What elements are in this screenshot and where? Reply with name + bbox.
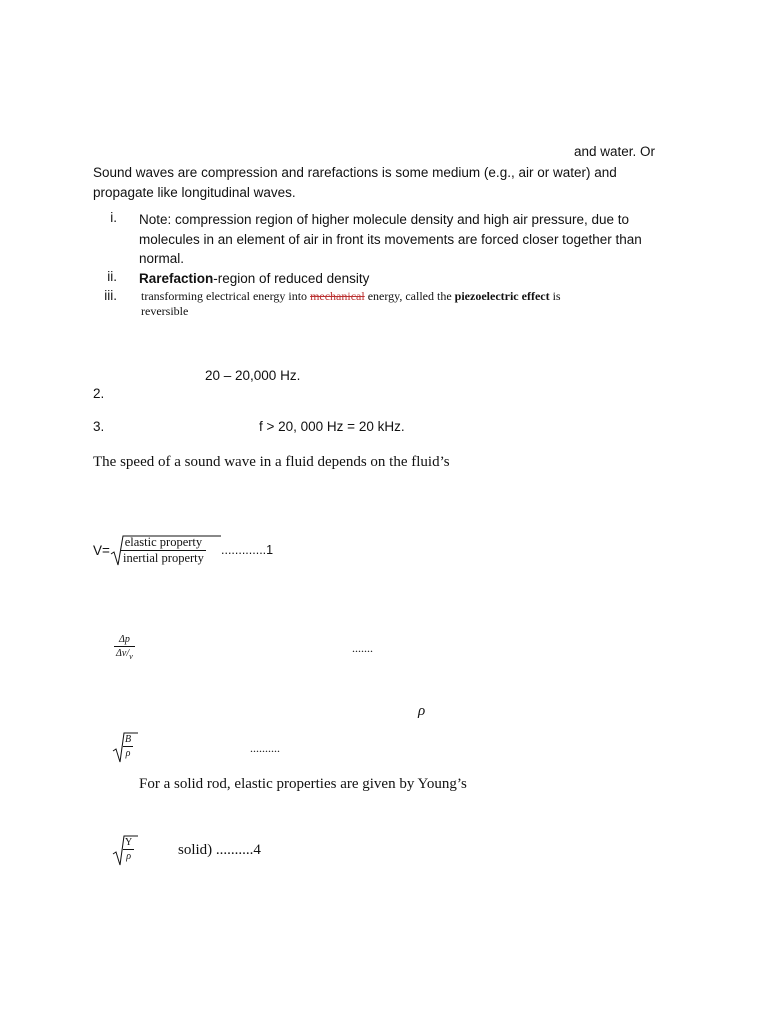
list-text: Note: compression region of higher molecule density and high air pressure, due to molecules in an element of air in front its movements are forced closer together than normal. — [139, 212, 642, 266]
elastic-inertial-fraction — [121, 535, 206, 566]
bulk-modulus-fraction: $\frac{\Delta p}{\Delta v/_v}$ — [116, 634, 133, 661]
intro-paragraph: Sound waves are compression and rarefactions is some medium (e.g., air or water) and propagate like longitudinal waves. — [93, 165, 617, 200]
list-text-line2: reversible — [141, 304, 189, 318]
item-number-2: 2. — [93, 386, 105, 401]
equation-2-dots: ....... — [352, 641, 373, 655]
equation-number: .............1 — [221, 543, 274, 557]
list-item — [93, 210, 673, 270]
solid-sentence: For a solid rod, elastic properties are given by Young’s — [139, 776, 467, 792]
velocity-symbol: V= — [93, 543, 110, 558]
equation-2 — [114, 633, 135, 663]
y-over-rho-fraction — [123, 836, 134, 863]
list-item — [93, 288, 673, 322]
list-number: ii. — [107, 269, 117, 284]
rarefaction-term: Rarefaction — [139, 271, 214, 286]
struck-word: mechanical — [310, 289, 365, 303]
fraction-denominator: inertial property — [123, 551, 204, 565]
rho-symbol: ρ — [418, 703, 426, 719]
list-item — [93, 269, 673, 289]
piezoelectric-term: piezoelectric effect — [454, 289, 550, 303]
fraction-numerator: Δp — [114, 633, 135, 647]
fraction-numerator: elastic property — [121, 535, 206, 551]
list-text-post: is — [549, 289, 561, 303]
list-number: i. — [110, 210, 117, 225]
fraction-denominator: ρ — [125, 748, 131, 759]
list-text-mid: energy, called the — [364, 289, 455, 303]
list-text: -region of reduced density — [213, 271, 370, 286]
fraction-denominator: ρ — [126, 851, 132, 862]
v: v — [129, 652, 133, 661]
equation-3-dots: .......... — [250, 741, 280, 755]
speed-sentence: The speed of a sound wave in a fluid depends on the fluid’s — [93, 454, 450, 470]
item-number-3: 3. — [93, 419, 105, 434]
list-number: iii. — [104, 288, 117, 303]
audible-range: 20 – 20,000 Hz. — [205, 368, 301, 383]
ultrasound-range: f > 20, 000 Hz = 20 kHz. — [259, 419, 405, 434]
intro-trailing-text: and water. Or — [574, 144, 656, 159]
fraction-numerator: B — [125, 734, 132, 745]
list-text-pre: transforming electrical energy into — [141, 289, 311, 303]
equation-4-tail: solid) ..........4 — [178, 842, 261, 858]
b-over-rho-fraction — [123, 733, 133, 760]
fraction-numerator: Y — [125, 837, 133, 848]
delta-v: Δv — [116, 648, 127, 659]
